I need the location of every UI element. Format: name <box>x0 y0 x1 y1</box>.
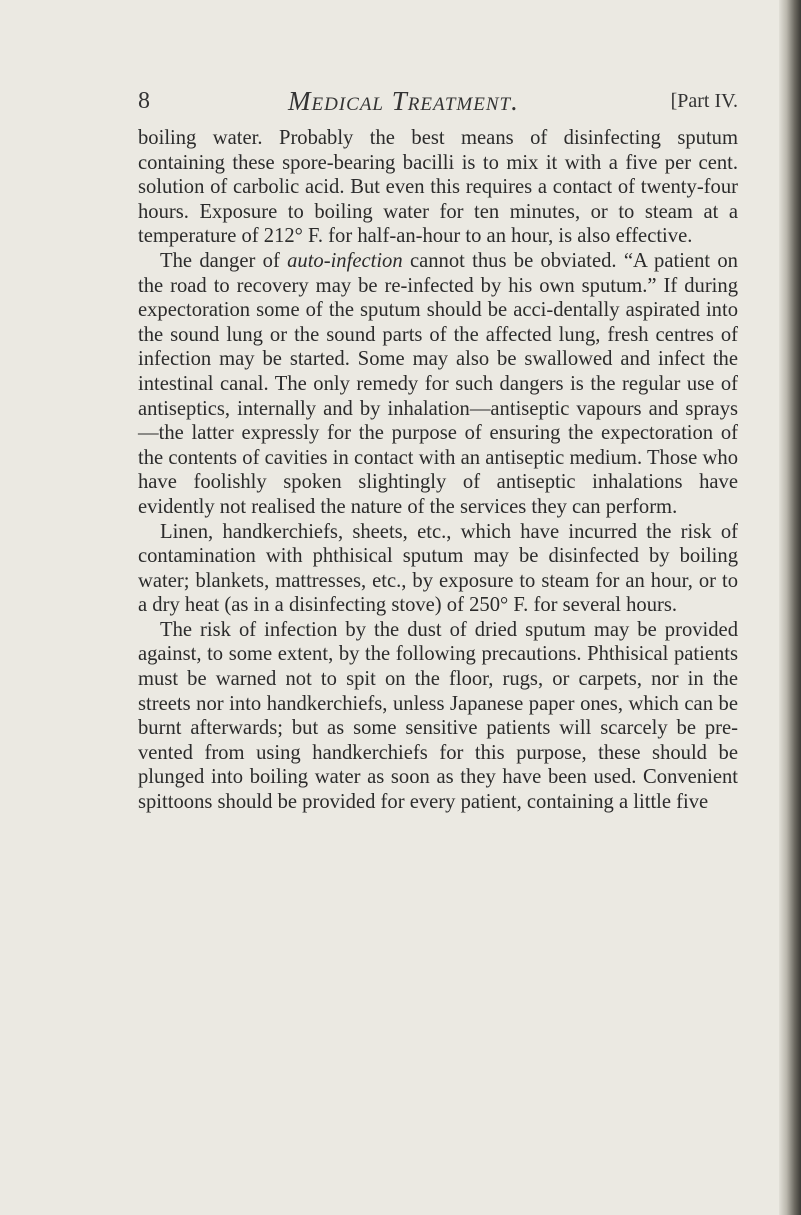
running-title: Medical Treatment. <box>288 86 519 116</box>
page-header <box>138 88 738 124</box>
paragraph-3: Linen, handkerchiefs, sheets, etc., which have incurred the risk of contamination with phthisical sputum may be disinfected by boiling water; blankets, mattresses, etc., by exposure to steam for an hour, or to a dry heat (as in a disinfecting stove) of 250° F. for several hours. <box>138 520 738 617</box>
paragraph-4: The risk of infection by the dust of dried sputum may be provided against, to some extent, by the following precautions. Phthisical patients must be warned not to spit on the floor, rugs, or carpets, nor in the streets nor into handkerchiefs, unless Japanese paper ones, which can be burnt afterwards; but as some sensitive patients will scarcely be pre-vented from using handkerchiefs for this purpose, these should be plunged into boiling water as soon as they have been used. Convenient spittoons should be provided for every patient, containing a little five <box>138 618 738 814</box>
paragraph-2-after: cannot thus be obviated. “A patient on the road to recovery may be re-infected by his own sputum.” If during expectoration some of the sputum should be acci-dentally aspirated into the sound lung or the sound parts of the affected lung, fresh centres of infection may be started. Some may also be swallowed and infect the intestinal canal. The only remedy for such dangers is the regular use of antiseptics, internally and by inhalation—antiseptic vapours and sprays—the latter expressly for the purpose of ensuring the expectoration of the contents of cavities in contact with an antiseptic medium. Those who have foolishly spoken slightingly of antiseptic inhalations have evidently not realised the nature of the services they can perform. <box>138 249 738 518</box>
page-edge-shadow <box>779 0 801 1215</box>
paragraph-2-before: The danger of <box>160 249 288 272</box>
part-label: [Part IV. <box>670 90 738 112</box>
paragraph-2 <box>138 249 738 520</box>
body-text <box>138 126 738 815</box>
page-number: 8 <box>138 88 150 114</box>
paragraph-2-italic-term: auto-infection <box>287 249 403 272</box>
paragraph-1: boiling water. Probably the best means of disinfecting sputum containing these spore-bearing bacilli is to mix it with a five per cent. solution of carbolic acid. But even this requires a contact of twenty-four hours. Exposure to boiling water for ten minutes, or to steam at a temperature of 212° F. for half-an-hour to an hour, is also effective. <box>138 127 738 248</box>
